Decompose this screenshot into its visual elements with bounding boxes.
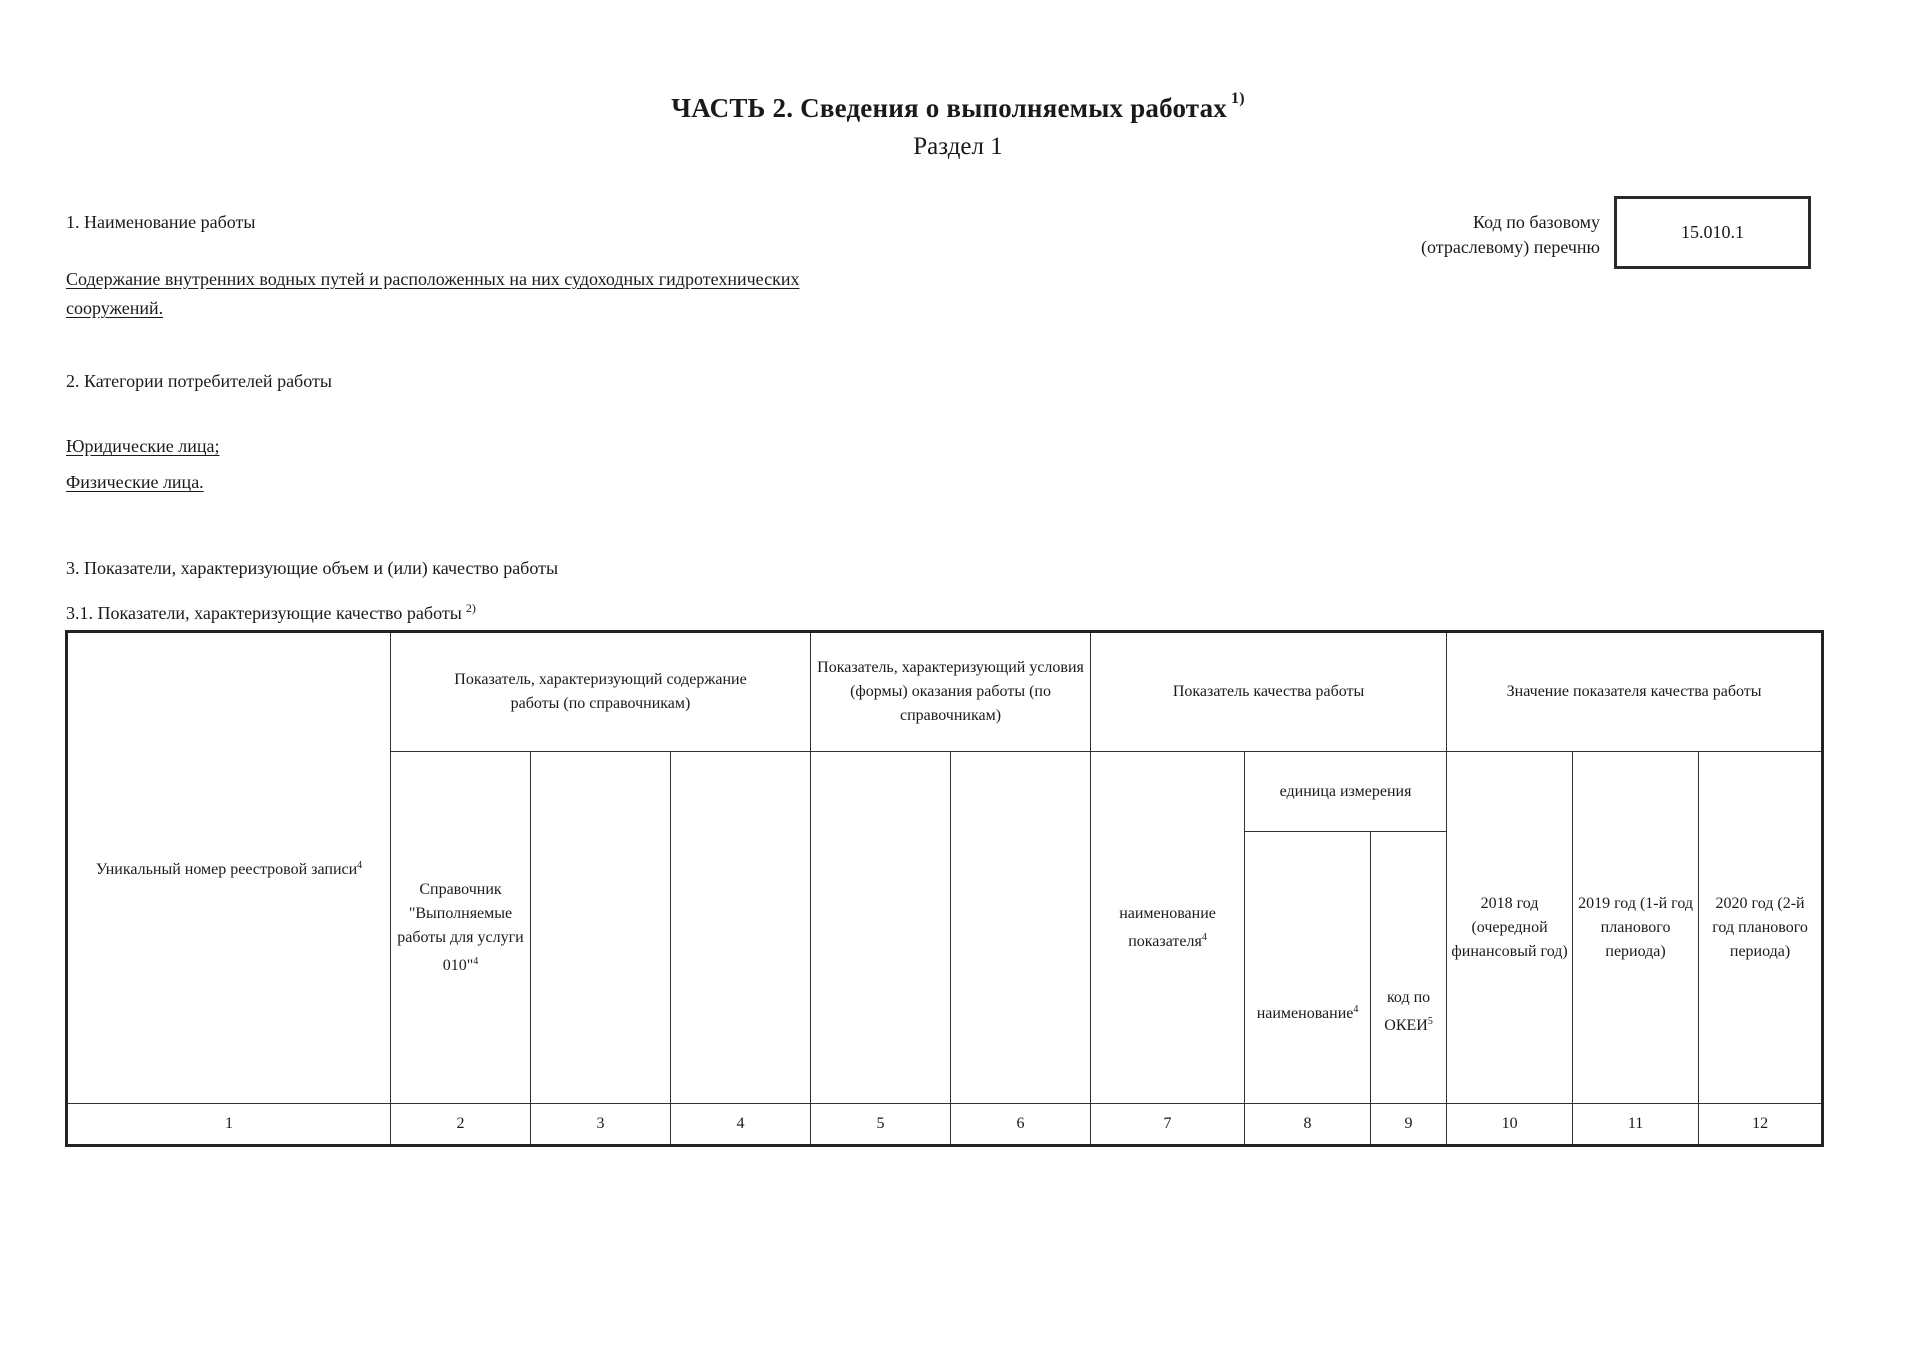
column-number: 7 — [1091, 1104, 1245, 1146]
header-directory: Справочник "Выполняемые работы для услуги 010"$^4$ — [391, 752, 531, 1104]
header-content-indicator: Показатель, характеризующий содержание работы (по справочникам) — [391, 632, 811, 752]
consumers-label: 2. Категории потребителей работы — [66, 371, 332, 391]
base-code-box — [1614, 196, 1811, 269]
work-name-line-1: Содержание внутренних водных путей и расположенных на них судоходных гидротехнических — [66, 269, 800, 289]
header-empty-col-5 — [811, 752, 951, 1104]
work-name-label: 1. Наименование работы — [66, 212, 256, 232]
page-title: ЧАСТЬ 2. Сведения о выполняемых работах $^{1)}$ — [671, 90, 1245, 123]
quality-indicators-label: 3.1. Показатели, характеризующие качество работы $^{2)}$ — [66, 601, 476, 623]
base-code-label: Код по базовому (отраслевому) перечню — [1420, 212, 1600, 257]
header-empty-col-3 — [531, 752, 671, 1104]
consumer-item: Физические лица. — [66, 472, 204, 492]
base-code-value: 15.010.1 — [1681, 222, 1744, 242]
header-empty-col-6 — [951, 752, 1091, 1104]
header-year-2020: 2020 год (2-й год планового периода) — [1699, 752, 1823, 1104]
column-number: 3 — [531, 1104, 671, 1146]
column-number: 5 — [811, 1104, 951, 1146]
column-number: 6 — [951, 1104, 1091, 1146]
column-number: 12 — [1699, 1104, 1823, 1146]
column-number: 4 — [671, 1104, 811, 1146]
work-name-line-2: сооружений. — [66, 298, 164, 318]
column-number: 1 — [67, 1104, 391, 1146]
header-unit-name: наименование$^4$ — [1245, 832, 1371, 1104]
header-year-2019: 2019 год (1-й год планового периода) — [1573, 752, 1699, 1104]
column-number: 9 — [1371, 1104, 1447, 1146]
indicators-label: 3. Показатели, характеризующие объем и (или) качество работы — [66, 558, 559, 578]
column-number: 10 — [1447, 1104, 1573, 1146]
section-title: Раздел 1 — [913, 133, 1003, 160]
header-quality-indicator: Показатель качества работы — [1091, 632, 1447, 752]
header-unique-number: Уникальный номер реестровой записи$^4$ — [67, 632, 391, 1104]
header-empty-col-4 — [671, 752, 811, 1104]
column-number: 8 — [1245, 1104, 1371, 1146]
header-unit: единица измерения — [1245, 752, 1447, 832]
header-quality-value: Значение показателя качества работы — [1447, 632, 1823, 752]
header-indicator-name: наименование показателя$^4$ — [1091, 752, 1245, 1104]
title-footnote: 1) — [1231, 90, 1245, 107]
consumer-item: Юридические лица; — [66, 436, 220, 456]
quality-indicators-table — [65, 630, 1824, 1147]
header-year-2018: 2018 год (очередной финансовый год) — [1447, 752, 1573, 1104]
column-number: 2 — [391, 1104, 531, 1146]
column-number: 11 — [1573, 1104, 1699, 1146]
header-okei-code: код по ОКЕИ$^5$ — [1371, 832, 1447, 1104]
header-conditions-indicator: Показатель, характеризующий условия (формы) оказания работы (по справочникам) — [811, 632, 1091, 752]
